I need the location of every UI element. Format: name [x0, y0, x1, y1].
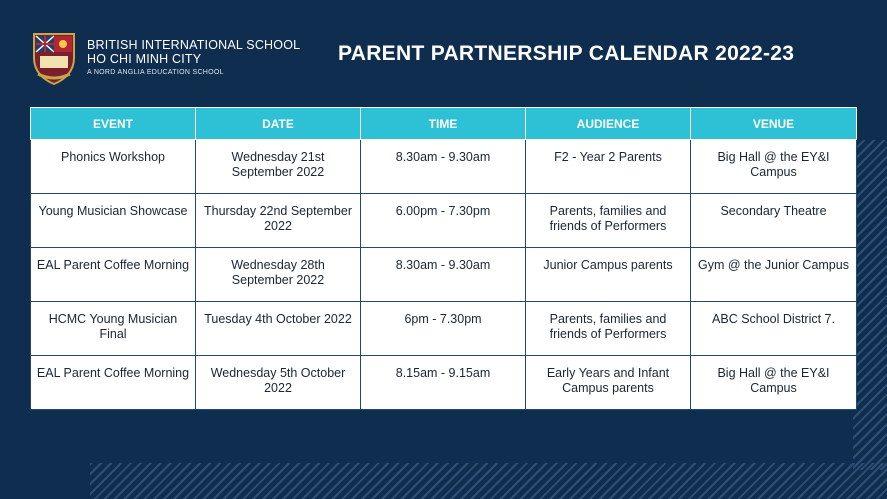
decorative-stripes-right — [853, 140, 887, 470]
cell-date: Wednesday 21st September 2022 — [196, 140, 361, 194]
school-name-line1: BRITISH INTERNATIONAL SCHOOL — [87, 38, 301, 52]
cell-event: EAL Parent Coffee Morning — [31, 356, 196, 410]
cell-event: Young Musician Showcase — [31, 194, 196, 248]
header-audience: AUDIENCE — [526, 108, 691, 140]
table-row — [31, 248, 857, 302]
cell-audience: Early Years and Infant Campus parents — [526, 356, 691, 410]
cell-venue: Big Hall @ the EY&I Campus — [691, 140, 857, 194]
table-row — [31, 356, 857, 410]
cell-time: 8.30am - 9.30am — [361, 248, 526, 302]
cell-audience: F2 - Year 2 Parents — [526, 140, 691, 194]
school-crest-icon — [30, 30, 78, 86]
school-tagline: A NORD ANGLIA EDUCATION SCHOOL — [87, 69, 224, 76]
cell-time: 6pm - 7.30pm — [361, 302, 526, 356]
cell-date: Wednesday 5th October 2022 — [196, 356, 361, 410]
decorative-stripes-bottom — [90, 463, 887, 499]
cell-event: EAL Parent Coffee Morning — [31, 248, 196, 302]
table-row — [31, 140, 857, 194]
header-venue: VENUE — [691, 108, 857, 140]
header-event: EVENT — [31, 108, 196, 140]
cell-venue: Gym @ the Junior Campus — [691, 248, 857, 302]
school-name-line2: HO CHI MINH CITY — [87, 52, 202, 66]
cell-time: 6.00pm - 7.30pm — [361, 194, 526, 248]
cell-event: HCMC Young Musician Final — [31, 302, 196, 356]
cell-audience: Parents, families and friends of Performers — [526, 302, 691, 356]
cell-date: Tuesday 4th October 2022 — [196, 302, 361, 356]
page-title: PARENT PARTNERSHIP CALENDAR 2022-23 — [338, 42, 795, 65]
header-date: DATE — [196, 108, 361, 140]
cell-time: 8.30am - 9.30am — [361, 140, 526, 194]
table-row — [31, 194, 857, 248]
school-name — [87, 38, 300, 76]
cell-date: Wednesday 28th September 2022 — [196, 248, 361, 302]
table-row — [31, 302, 857, 356]
cell-venue: ABC School District 7. — [691, 302, 857, 356]
cell-audience: Junior Campus parents — [526, 248, 691, 302]
calendar-table — [30, 107, 857, 410]
header — [0, 0, 887, 100]
table-header-row — [31, 108, 857, 140]
cell-venue: Secondary Theatre — [691, 194, 857, 248]
cell-venue: Big Hall @ the EY&I Campus — [691, 356, 857, 410]
cell-time: 8.15am - 9.15am — [361, 356, 526, 410]
header-time: TIME — [361, 108, 526, 140]
cell-event: Phonics Workshop — [31, 140, 196, 194]
cell-date: Thursday 22nd September 2022 — [196, 194, 361, 248]
cell-audience: Parents, families and friends of Performers — [526, 194, 691, 248]
